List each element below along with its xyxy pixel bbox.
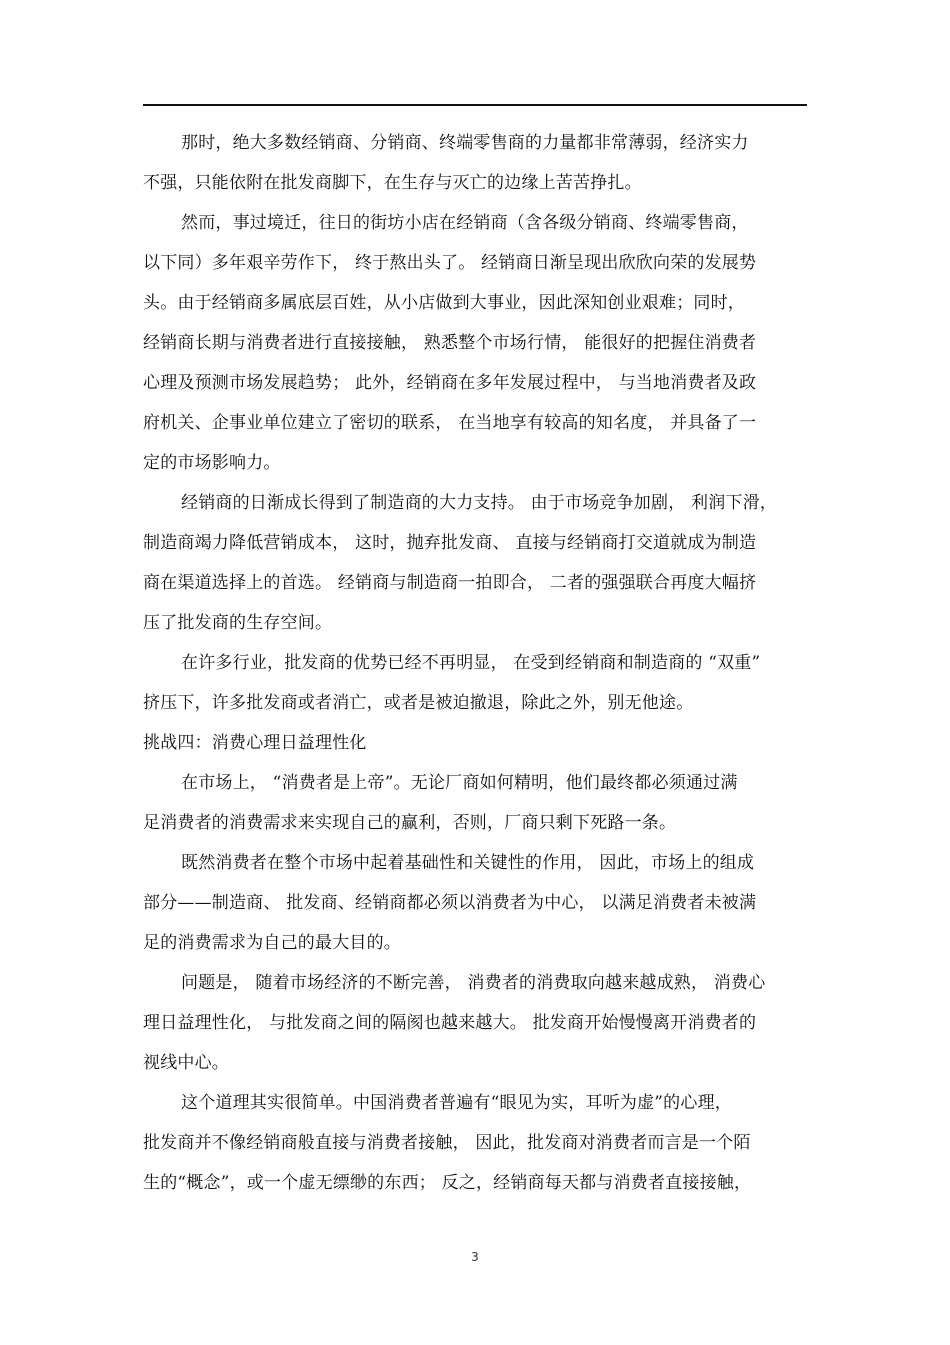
text-line: 然而，事过境迁，往日的街坊小店在经销商（含各级分销商、终端零售商， [181,213,749,233]
header-rule [143,104,807,106]
text-line: 生的“概念”，或一个虚无缥缈的东西； 反之，经销商每天都与消费者直接接触， [143,1173,752,1193]
page-number: 3 [471,1250,479,1264]
text-line: 以下同）多年艰辛劳作下， 终于熬出头了。 经销商日渐呈现出欣欣向荣的发展势 [143,253,757,273]
text-line: 挤压下，许多批发商或者消亡，或者是被迫撤退，除此之外，别无他途。 [143,693,694,713]
text-line: 在许多行业，批发商的优势已经不再明显， 在受到经销商和制造商的 “双重” [181,653,761,673]
text-line: 理日益理性化， 与批发商之间的隔阂也越来越大。 批发商开始慢慢离开消费者的 [143,1013,757,1033]
text-line: 府机关、企事业单位建立了密切的联系， 在当地享有较高的知名度， 并具备了一 [143,413,757,433]
text-line: 足消费者的消费需求来实现自己的赢利，否则，厂商只剩下死路一条。 [143,813,677,833]
text-line: 头。由于经销商多属底层百姓，从小店做到大事业，因此深知创业艰难；同时， [143,293,745,313]
text-line: 经销商长期与消费者进行直接接触， 熟悉整个市场行情， 能很好的把握住消费者 [143,333,757,353]
text-line: 制造商竭力降低营销成本， 这时，抛弃批发商、 直接与经销商打交道就成为制造 [143,533,757,553]
text-line: 视线中心。 [143,1053,229,1073]
text-line: 不强，只能依附在批发商脚下，在生存与灭亡的边缘上苦苦挣扎。 [143,173,642,193]
text-line: 既然消费者在整个市场中起着基础性和关键性的作用， 因此，市场上的组成 [181,853,755,873]
text-line: 足的消费需求为自己的最大目的。 [143,933,401,953]
text-line: 经销商的日渐成长得到了制造商的大力支持。 由于市场竞争加剧， 利润下滑， [181,493,778,513]
text-line: 定的市场影响力。 [143,453,281,473]
text-line: 压了批发商的生存空间。 [143,613,333,633]
text-line: 批发商并不像经销商般直接与消费者接触， 因此，批发商对消费者而言是一个陌 [143,1133,751,1153]
section-heading: 挑战四：消费心理日益理性化 [143,733,367,753]
text-line: 那时，绝大多数经销商、分销商、终端零售商的力量都非常薄弱，经济实力 [181,133,749,153]
text-line: 心理及预测市场发展趋势； 此外，经销商在多年发展过程中， 与当地消费者及政 [143,373,757,393]
text-line: 问题是， 随着市场经济的不断完善， 消费者的消费取向越来越成熟， 消费心 [181,973,766,993]
text-line: 部分——制造商、 批发商、经销商都必须以消费者为中心， 以满足消费者未被满 [143,893,757,913]
text-line: 在市场上， “消费者是上帝”。无论厂商如何精明，他们最终都必须通过满 [181,773,738,793]
text-line: 商在渠道选择上的首选。 经销商与制造商一拍即合， 二者的强强联合再度大幅挤 [143,573,757,593]
text-line: 这个道理其实很简单。中国消费者普遍有“眼见为实，耳听为虚”的心理， [181,1093,732,1113]
